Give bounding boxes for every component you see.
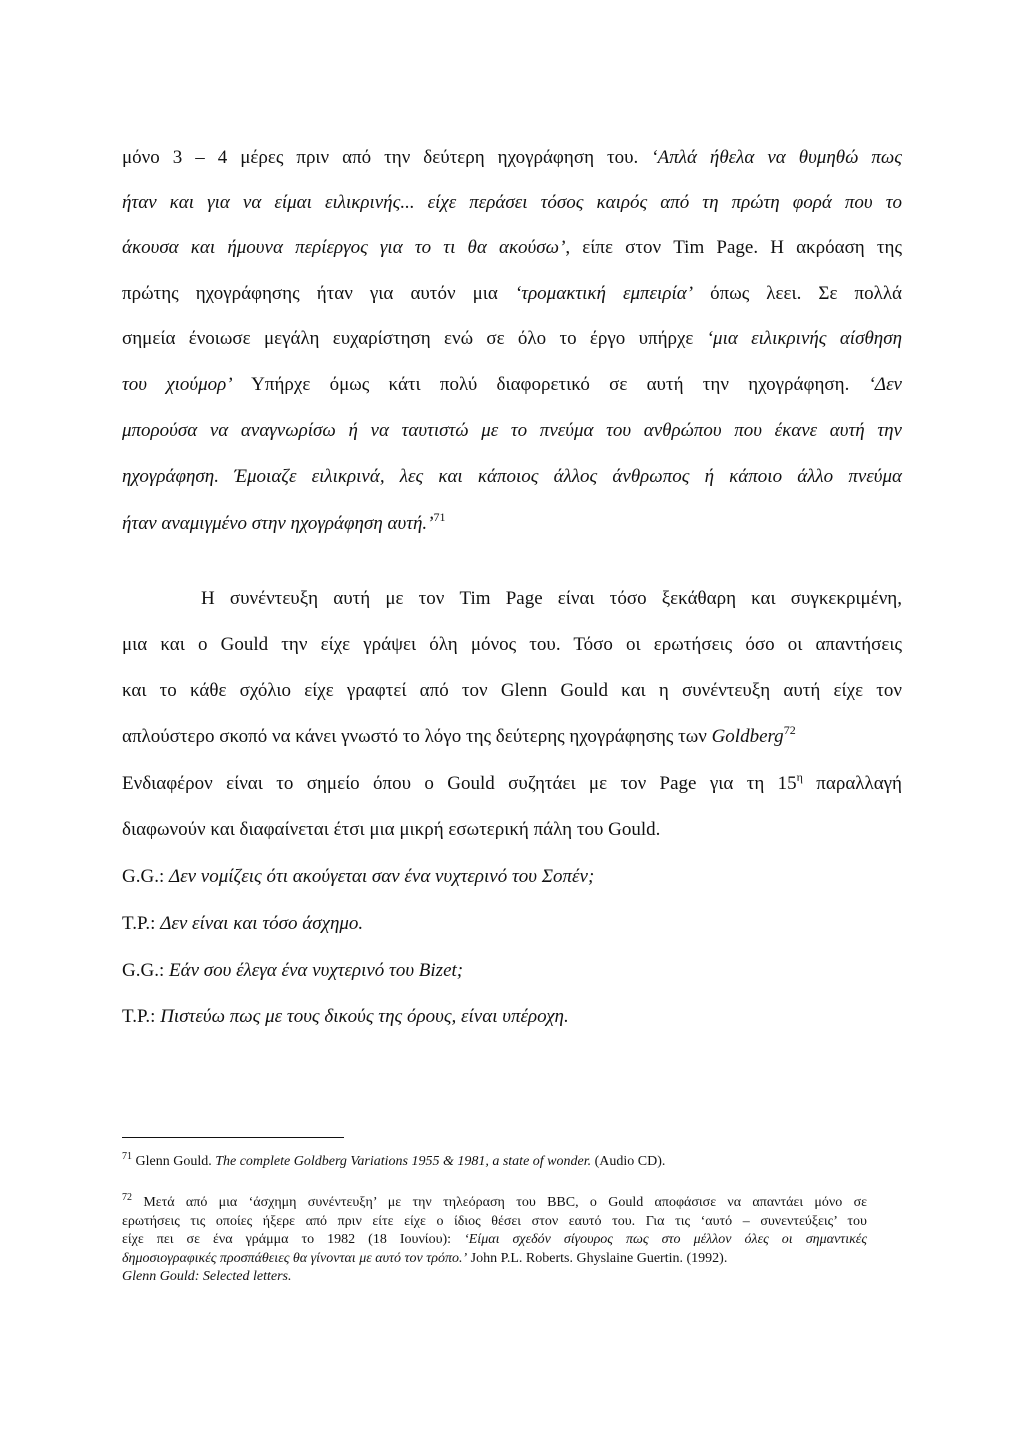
- body-line-8: [122, 465, 902, 489]
- dialogue-line-1: [122, 865, 594, 889]
- para2-line-3: και το κάθε σχόλιο είχε γραφτεί από τον Glenn Gould και η συνέντευξη αυτή είχε τον: [122, 680, 902, 701]
- quote-span: ‘Είμαι σχεδόν σίγουρος πως στο μέλλον όλες οι σημαντικές: [464, 1232, 867, 1247]
- text-span: John P.L. Roberts. Ghyslaine Guertin. (1992).: [467, 1251, 728, 1266]
- speaker-label: G.G.:: [122, 960, 169, 981]
- body-line-4: [122, 282, 902, 306]
- dialogue-text: Δεν είναι και τόσο άσχημο.: [160, 913, 364, 934]
- footnote-71: [122, 1153, 665, 1171]
- body-line-9: [122, 512, 446, 536]
- quote-span: ήταν αναμιγμένο στην ηχογράφηση αυτή.’: [122, 513, 434, 534]
- quote-span: ‘τρομακτική εμπειρία’: [514, 283, 694, 304]
- quote-span: ήταν και για να είμαι ειλικρινής... είχε περάσει τόσος καιρός από τη πρώτη φορά που το: [122, 192, 902, 213]
- text-span: πρώτης ηχογράφησης ήταν για αυτόν μια: [122, 283, 515, 304]
- text-span: είχε πει σε ένα γράμμα το 1982 (18 Ιουνίου):: [122, 1232, 465, 1247]
- footnote-divider: [122, 1137, 344, 1138]
- footnote-72-line-4: [122, 1250, 727, 1268]
- para2-line-4: [122, 725, 796, 749]
- footnote-ref-72[interactable]: 72: [783, 723, 796, 737]
- body-line-3: [122, 236, 902, 260]
- dialogue-line-3: [122, 959, 463, 983]
- para2-line-1: Η συνέντευξη αυτή με τον Tim Page είναι τόσο ξεκάθαρη και συγκεκριμένη,: [201, 588, 902, 609]
- para2-line-5: [122, 772, 902, 796]
- text-span: σημεία ένοιωσε μεγάλη ευχαρίστηση ενώ σε όλο το έργο υπήρχε: [122, 328, 707, 349]
- body-line-5: [122, 327, 902, 351]
- work-title: Goldberg: [711, 726, 784, 747]
- dialogue-text: Εάν σου έλεγα ένα νυχτερινό του Bizet;: [168, 960, 464, 981]
- text-span: , είπε στον Tim Page. Η ακρόαση της: [565, 237, 902, 258]
- footnote-72-line-3: [122, 1231, 867, 1249]
- text-span: απλούστερο σκοπό να κάνει γνωστό το λόγο της δεύτερης ηχογράφησης των: [122, 726, 712, 747]
- para2-line-2: μια και ο Gould την είχε γράψει όλη μόνος του. Τόσο οι ερωτήσεις όσο οι απαντήσεις: [122, 634, 902, 655]
- quote-span: ‘Απλά ήθελα να θυμηθώ πως: [651, 147, 902, 168]
- speaker-label: T.P.:: [122, 1006, 161, 1027]
- text-span: Υπήρχε όμως κάτι πολύ διαφορετικό σε αυτή την ηχογράφηση.: [232, 374, 869, 395]
- text-span: παραλλαγή: [802, 773, 902, 794]
- dialogue-line-4: [122, 1005, 569, 1029]
- quote-span: ‘μια ειλικρινής αίσθηση: [706, 328, 902, 349]
- text-span: μόνο 3 – 4 μέρες πριν από την δεύτερη ηχογράφηση του.: [122, 147, 652, 168]
- text-span: (Audio CD).: [594, 1154, 666, 1169]
- quote-span: δημοσιογραφικές προσπάθειες θα γίνονται με αυτό τον τρόπο.’: [122, 1251, 468, 1266]
- quote-span: άκουσα και ήμουνα περίεργος για το τι θα ακούσω’: [122, 237, 566, 258]
- text-span: Ενδιαφέρον είναι το σημείο όπου ο Gould συζητάει με τον Page για τη 15: [122, 773, 797, 794]
- work-title: The complete Goldberg Variations 1955 & 1981, a state of wonder.: [215, 1154, 595, 1169]
- dialogue-line-2: [122, 912, 363, 936]
- text-span: όπως λεει. Σε πολλά: [693, 283, 902, 304]
- footnote-number: 71: [122, 1151, 132, 1162]
- dialogue-text: Πιστεύω πως με τους δικούς της όρους, είναι υπέροχη.: [160, 1006, 569, 1027]
- para2-line-6: διαφωνούν και διαφαίνεται έτσι μια μικρή εσωτερική πάλη του Gould.: [122, 819, 661, 840]
- footnote-72-line-1: [122, 1194, 867, 1212]
- footnote-72-line-5: [122, 1268, 292, 1286]
- footnote-72-line-2: ερωτήσεις τις οποίες ήξερε από πριν είτε είχε ο ίδιος θέσει στον εαυτό του. Για τις ‘αυτό – συνεντεύξεις’ του: [122, 1214, 867, 1229]
- dialogue-text: Δεν νομίζεις ότι ακούγεται σαν ένα νυχτερινό του Σοπέν;: [168, 866, 595, 887]
- footnote-ref-71[interactable]: 71: [433, 510, 446, 524]
- body-line-7: [122, 419, 902, 443]
- speaker-label: G.G.:: [122, 866, 169, 887]
- footnote-number: 72: [122, 1192, 132, 1203]
- quote-span: του χιούμορ’: [122, 374, 233, 395]
- body-line-6: [122, 373, 902, 397]
- quote-span: ‘Δεν: [868, 374, 902, 395]
- body-line-2: [122, 191, 902, 215]
- quote-span: ηχογράφηση. Έμοιαζε ειλικρινά, λες και κάποιος άλλος άνθρωπος ή κάποιο άλλο πνεύμα: [122, 466, 902, 487]
- work-title: Glenn Gould: Selected letters.: [122, 1269, 292, 1284]
- speaker-label: T.P.:: [122, 913, 161, 934]
- ordinal-suffix: η: [796, 770, 803, 784]
- text-span: Μετά από μια ‘άσχημη συνέντευξη’ με την τηλεόραση του BBC, ο Gould αποφάσισε να απαντάει μόνο σε: [132, 1195, 867, 1210]
- body-line-1: [122, 146, 902, 170]
- quote-span: μπορούσα να αναγνωρίσω ή να ταυτιστώ με το πνεύμα του ανθρώπου που έκανε αυτή την: [122, 420, 902, 441]
- text-span: Glenn Gould.: [132, 1154, 216, 1169]
